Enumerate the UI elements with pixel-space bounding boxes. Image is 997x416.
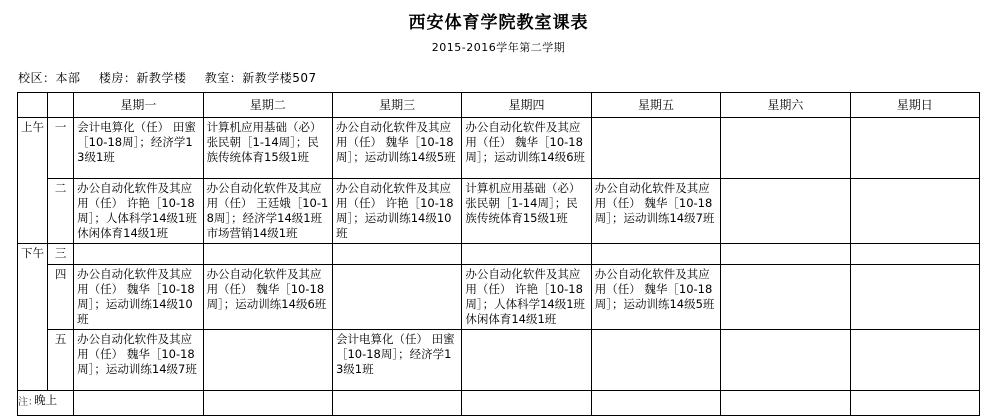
schedule-cell-sat-4[interactable] [721, 265, 850, 330]
page-title: 西安体育学院教室课表 [408, 13, 589, 33]
header-blank-half [18, 93, 48, 118]
schedule-cell-mon-1[interactable] [74, 118, 203, 179]
cell-text: 办公自动化软件及其应用（任） 王廷娥［10-18周］；经济学14级1班 市场营销14级1班 [206, 181, 329, 240]
schedule-cell-sun-1[interactable] [850, 118, 979, 179]
schedule-cell-fri-5[interactable] [591, 330, 720, 391]
cell-text: 计算机应用基础（必） 张民朝［1-14周］；民族传统体育15级1班 [206, 120, 322, 164]
schedule-cell-sat-1[interactable] [721, 118, 850, 179]
header-day-sun: 星期日 [850, 93, 979, 118]
section-label-morning: 上午 [18, 118, 48, 244]
schedule-cell-fri-evening[interactable] [591, 391, 720, 416]
table-row [18, 244, 980, 265]
period-label-4: 四 [48, 265, 74, 330]
schedule-table [17, 92, 980, 416]
cell-text: 会计电算化（任） 田蜜［10-18周］；经济学13级1班 [77, 120, 196, 164]
schedule-cell-thu-4[interactable] [462, 265, 591, 330]
period-label-2: 二 [48, 179, 74, 244]
section-label-afternoon: 下午 [18, 244, 48, 391]
header-blank-period [48, 93, 74, 118]
table-row [18, 179, 980, 244]
schedule-cell-wed-3[interactable] [332, 244, 461, 265]
header-day-sat: 星期六 [721, 93, 850, 118]
meta-info [0, 55, 997, 92]
schedule-cell-thu-5[interactable] [462, 330, 591, 391]
meta-building: 楼房：新教学楼 [98, 71, 187, 85]
schedule-cell-sun-2[interactable] [850, 179, 979, 244]
schedule-cell-wed-1[interactable] [332, 118, 461, 179]
schedule-cell-tue-3[interactable] [203, 244, 332, 265]
table-header-row [18, 93, 980, 118]
schedule-cell-sat-evening[interactable] [721, 391, 850, 416]
cell-text: 办公自动化软件及其应用（任） 魏华［10-18周］；运动训练14级7班 [594, 181, 715, 225]
schedule-cell-thu-1[interactable] [462, 118, 591, 179]
schedule-cell-wed-5[interactable] [332, 330, 461, 391]
schedule-cell-sun-5[interactable] [850, 330, 979, 391]
section-label-evening: 晚上 [18, 391, 74, 416]
cell-text: 办公自动化软件及其应用（任） 魏华［10-18周］；运动训练14级6班 [465, 120, 586, 164]
schedule-cell-wed-evening[interactable] [332, 391, 461, 416]
schedule-cell-tue-2[interactable] [203, 179, 332, 244]
table-row [18, 118, 980, 179]
schedule-cell-sun-evening[interactable] [850, 391, 979, 416]
cell-text: 办公自动化软件及其应用（任） 魏华［10-18周］；运动训练14级5班 [594, 267, 715, 311]
table-row [18, 265, 980, 330]
header-day-mon: 星期一 [74, 93, 203, 118]
schedule-cell-mon-4[interactable] [74, 265, 203, 330]
period-label-3: 三 [48, 244, 74, 265]
schedule-cell-tue-4[interactable] [203, 265, 332, 330]
schedule-cell-mon-2[interactable] [74, 179, 203, 244]
schedule-cell-wed-4[interactable] [332, 265, 461, 330]
period-label-5: 五 [48, 330, 74, 391]
schedule-cell-tue-1[interactable] [203, 118, 332, 179]
cell-text: 办公自动化软件及其应用（任） 许艳［10-18周］；人体科学14级1班 休闲体育14级1班 [77, 181, 197, 240]
header-day-wed: 星期三 [332, 93, 461, 118]
schedule-cell-mon-3[interactable] [74, 244, 203, 265]
schedule-cell-tue-evening[interactable] [203, 391, 332, 416]
period-label-1: 一 [48, 118, 74, 179]
cell-text: 办公自动化软件及其应用（任） 许艳［10-18周］；人体科学14级1班 休闲体育14级1班 [465, 267, 586, 326]
schedule-cell-thu-evening[interactable] [462, 391, 591, 416]
cell-text: 办公自动化软件及其应用（任） 魏华［10-18周］；运动训练14级10班 [77, 267, 195, 326]
schedule-cell-wed-2[interactable] [332, 179, 461, 244]
schedule-cell-mon-evening[interactable] [74, 391, 203, 416]
schedule-cell-sun-3[interactable] [850, 244, 979, 265]
table-row [18, 391, 980, 416]
schedule-cell-sun-4[interactable] [850, 265, 979, 330]
schedule-cell-tue-5[interactable] [203, 330, 332, 391]
header-day-thu: 星期四 [462, 93, 591, 118]
cell-text: 办公自动化软件及其应用（任） 魏华［10-18周］；运动训练14级5班 [335, 120, 456, 164]
schedule-cell-fri-1[interactable] [591, 118, 720, 179]
footer-note: 注： [18, 397, 38, 408]
schedule-cell-thu-3[interactable] [462, 244, 591, 265]
meta-room: 教室：新教学楼507 [204, 71, 317, 85]
schedule-cell-sat-3[interactable] [721, 244, 850, 265]
cell-text: 办公自动化软件及其应用（任） 许艳［10-18周］；运动训练14级10班 [335, 181, 454, 240]
schedule-cell-sat-5[interactable] [721, 330, 850, 391]
schedule-cell-fri-3[interactable] [591, 244, 720, 265]
cell-text: 会计电算化（任） 田蜜［10-18周］；经济学13级1班 [335, 332, 455, 376]
header-day-tue: 星期二 [203, 93, 332, 118]
schedule-cell-sat-2[interactable] [721, 179, 850, 244]
schedule-cell-mon-5[interactable] [74, 330, 203, 391]
schedule-cell-fri-2[interactable] [591, 179, 720, 244]
schedule-cell-thu-2[interactable] [462, 179, 591, 244]
schedule-cell-fri-4[interactable] [591, 265, 720, 330]
cell-text: 办公自动化软件及其应用（任） 魏华［10-18周］；运动训练14级6班 [206, 267, 327, 311]
cell-text: 计算机应用基础（必） 张民朝［1-14周］；民族传统体育15级1班 [465, 181, 581, 225]
cell-text: 办公自动化软件及其应用（任） 魏华［10-18周］；运动训练14级7班 [77, 332, 197, 376]
page-subtitle: 2015-2016学年第二学期 [431, 41, 566, 54]
table-row [18, 330, 980, 391]
meta-campus: 校区：本部 [18, 71, 81, 85]
header-day-fri: 星期五 [591, 93, 720, 118]
